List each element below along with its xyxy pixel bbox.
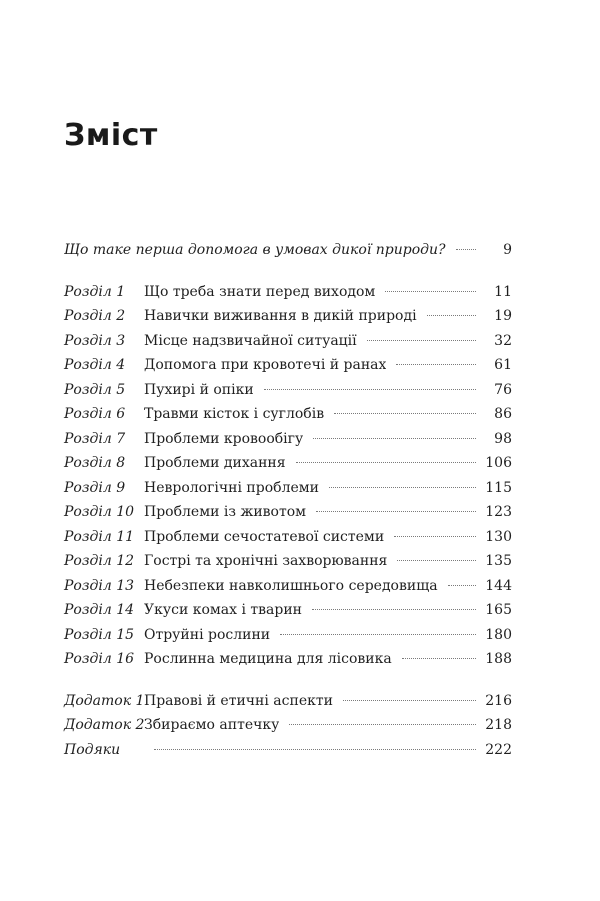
- appendix-title: Правові й етичні аспекти: [144, 692, 333, 709]
- toc-acknowledgements-row[interactable]: [64, 738, 512, 763]
- chapter-page: 135: [485, 553, 512, 569]
- toc-chapter-row[interactable]: [64, 549, 512, 574]
- dot-leader: [296, 462, 476, 463]
- chapter-title: Проблеми кровообігу: [144, 430, 304, 447]
- chapter-page: 61: [494, 357, 512, 373]
- dot-leader: [316, 511, 476, 512]
- chapter-label: Розділ 14: [64, 602, 135, 618]
- toc-intro-row[interactable]: [64, 238, 512, 263]
- toc-chapter-row[interactable]: [64, 525, 512, 550]
- chapter-page: 130: [485, 528, 512, 545]
- chapter-page: 11: [494, 283, 512, 300]
- section-gap: [64, 672, 512, 689]
- dot-leader: [264, 389, 476, 390]
- chapter-title: Допомога при кровотечі й ранах: [144, 357, 387, 373]
- dot-leader: [396, 364, 476, 365]
- chapter-label: Розділ 12: [64, 553, 135, 569]
- chapter-title: Проблеми сечостатевої системи: [144, 528, 385, 545]
- chapter-page: 98: [494, 430, 512, 447]
- toc-chapter-row[interactable]: [64, 574, 512, 599]
- chapter-label: Розділ 16: [64, 651, 135, 667]
- toc-chapter-row[interactable]: [64, 623, 512, 648]
- dot-leader: [456, 249, 476, 250]
- dot-leader: [334, 413, 476, 414]
- toc-appendix-row[interactable]: [64, 689, 512, 714]
- chapter-label: Розділ 5: [64, 381, 126, 398]
- acknowledgements-label: Подяки: [64, 741, 121, 758]
- chapter-label: Розділ 15: [64, 626, 135, 643]
- toc-chapter-row[interactable]: [64, 353, 512, 378]
- dot-leader: [280, 634, 476, 635]
- chapter-title: Проблеми дихання: [144, 455, 286, 471]
- section-gap: [64, 263, 512, 280]
- chapter-label: Розділ 1: [64, 283, 126, 300]
- chapter-page: 188: [485, 651, 512, 667]
- toc-chapter-row[interactable]: [64, 598, 512, 623]
- toc-chapter-row[interactable]: [64, 402, 512, 427]
- toc-appendix-row[interactable]: [64, 713, 512, 738]
- toc-intro-page: 9: [503, 242, 512, 258]
- chapter-label: Розділ 6: [64, 406, 126, 422]
- table-of-contents: [64, 238, 512, 762]
- dot-leader: [343, 700, 476, 701]
- toc-chapter-row[interactable]: [64, 500, 512, 525]
- dot-leader: [402, 658, 476, 659]
- chapter-page: 115: [485, 479, 512, 496]
- dot-leader: [394, 536, 476, 537]
- chapter-title: Проблеми із животом: [144, 504, 307, 520]
- chapter-title: Отруйні рослини: [144, 626, 271, 643]
- chapter-page: 86: [494, 406, 512, 422]
- appendix-label: Додаток 1: [64, 692, 145, 709]
- toc-chapter-row[interactable]: [64, 280, 512, 305]
- chapter-page: 19: [494, 308, 512, 324]
- toc-chapter-row[interactable]: [64, 329, 512, 354]
- chapter-label: Розділ 2: [64, 308, 126, 324]
- chapter-page: 144: [485, 577, 512, 594]
- chapter-title: Гострі та хронічні захворювання: [144, 553, 388, 569]
- dot-leader: [154, 749, 476, 750]
- chapter-label: Розділ 4: [64, 357, 126, 373]
- dot-leader: [385, 291, 476, 292]
- dot-leader: [289, 724, 476, 725]
- chapter-title: Рослинна медицина для лісовика: [144, 651, 392, 667]
- dot-leader: [448, 585, 476, 586]
- chapter-label: Розділ 13: [64, 577, 135, 594]
- toc-chapter-row[interactable]: [64, 476, 512, 501]
- dot-leader: [312, 609, 476, 610]
- chapter-label: Розділ 3: [64, 332, 126, 349]
- chapter-title: Травми кісток і суглобів: [144, 406, 325, 422]
- chapter-label: Розділ 11: [64, 528, 135, 545]
- dot-leader: [397, 560, 476, 561]
- chapter-title: Пухирі й опіки: [144, 381, 254, 398]
- chapter-title: Укуси комах і тварин: [144, 602, 303, 618]
- chapter-label: Розділ 8: [64, 455, 126, 471]
- chapter-page: 76: [494, 381, 512, 398]
- appendix-title: Збираємо аптечку: [144, 717, 280, 733]
- dot-leader: [367, 340, 476, 341]
- toc-chapter-row[interactable]: [64, 451, 512, 476]
- chapter-label: Розділ 9: [64, 479, 126, 496]
- chapter-label: Розділ 10: [64, 504, 135, 520]
- chapter-page: 32: [494, 332, 512, 349]
- dot-leader: [329, 487, 476, 488]
- chapter-title: Неврологічні проблеми: [144, 479, 319, 496]
- dot-leader: [427, 315, 476, 316]
- chapter-label: Розділ 7: [64, 430, 126, 447]
- toc-chapter-row[interactable]: [64, 647, 512, 672]
- chapter-page: 180: [485, 626, 512, 643]
- toc-chapter-row[interactable]: [64, 378, 512, 403]
- toc-chapter-row[interactable]: [64, 304, 512, 329]
- acknowledgements-page: 222: [485, 741, 512, 758]
- chapter-title: Місце надзвичайної ситуації: [144, 332, 357, 349]
- toc-intro-title: Що таке перша допомога в умовах дикої природи?: [64, 242, 446, 258]
- appendix-page: 216: [485, 692, 512, 709]
- page-title: Зміст: [64, 118, 158, 153]
- appendix-label: Додаток 2: [64, 717, 145, 733]
- dot-leader: [313, 438, 476, 439]
- toc-chapter-row[interactable]: [64, 427, 512, 452]
- chapter-title: Що треба знати перед виходом: [144, 283, 376, 300]
- chapter-title: Небезпеки навколишнього середовища: [144, 577, 438, 594]
- chapter-title: Навички виживання в дикій природі: [144, 308, 417, 324]
- appendix-page: 218: [485, 717, 512, 733]
- chapter-page: 106: [485, 455, 512, 471]
- chapter-page: 165: [485, 602, 512, 618]
- chapter-page: 123: [485, 504, 512, 520]
